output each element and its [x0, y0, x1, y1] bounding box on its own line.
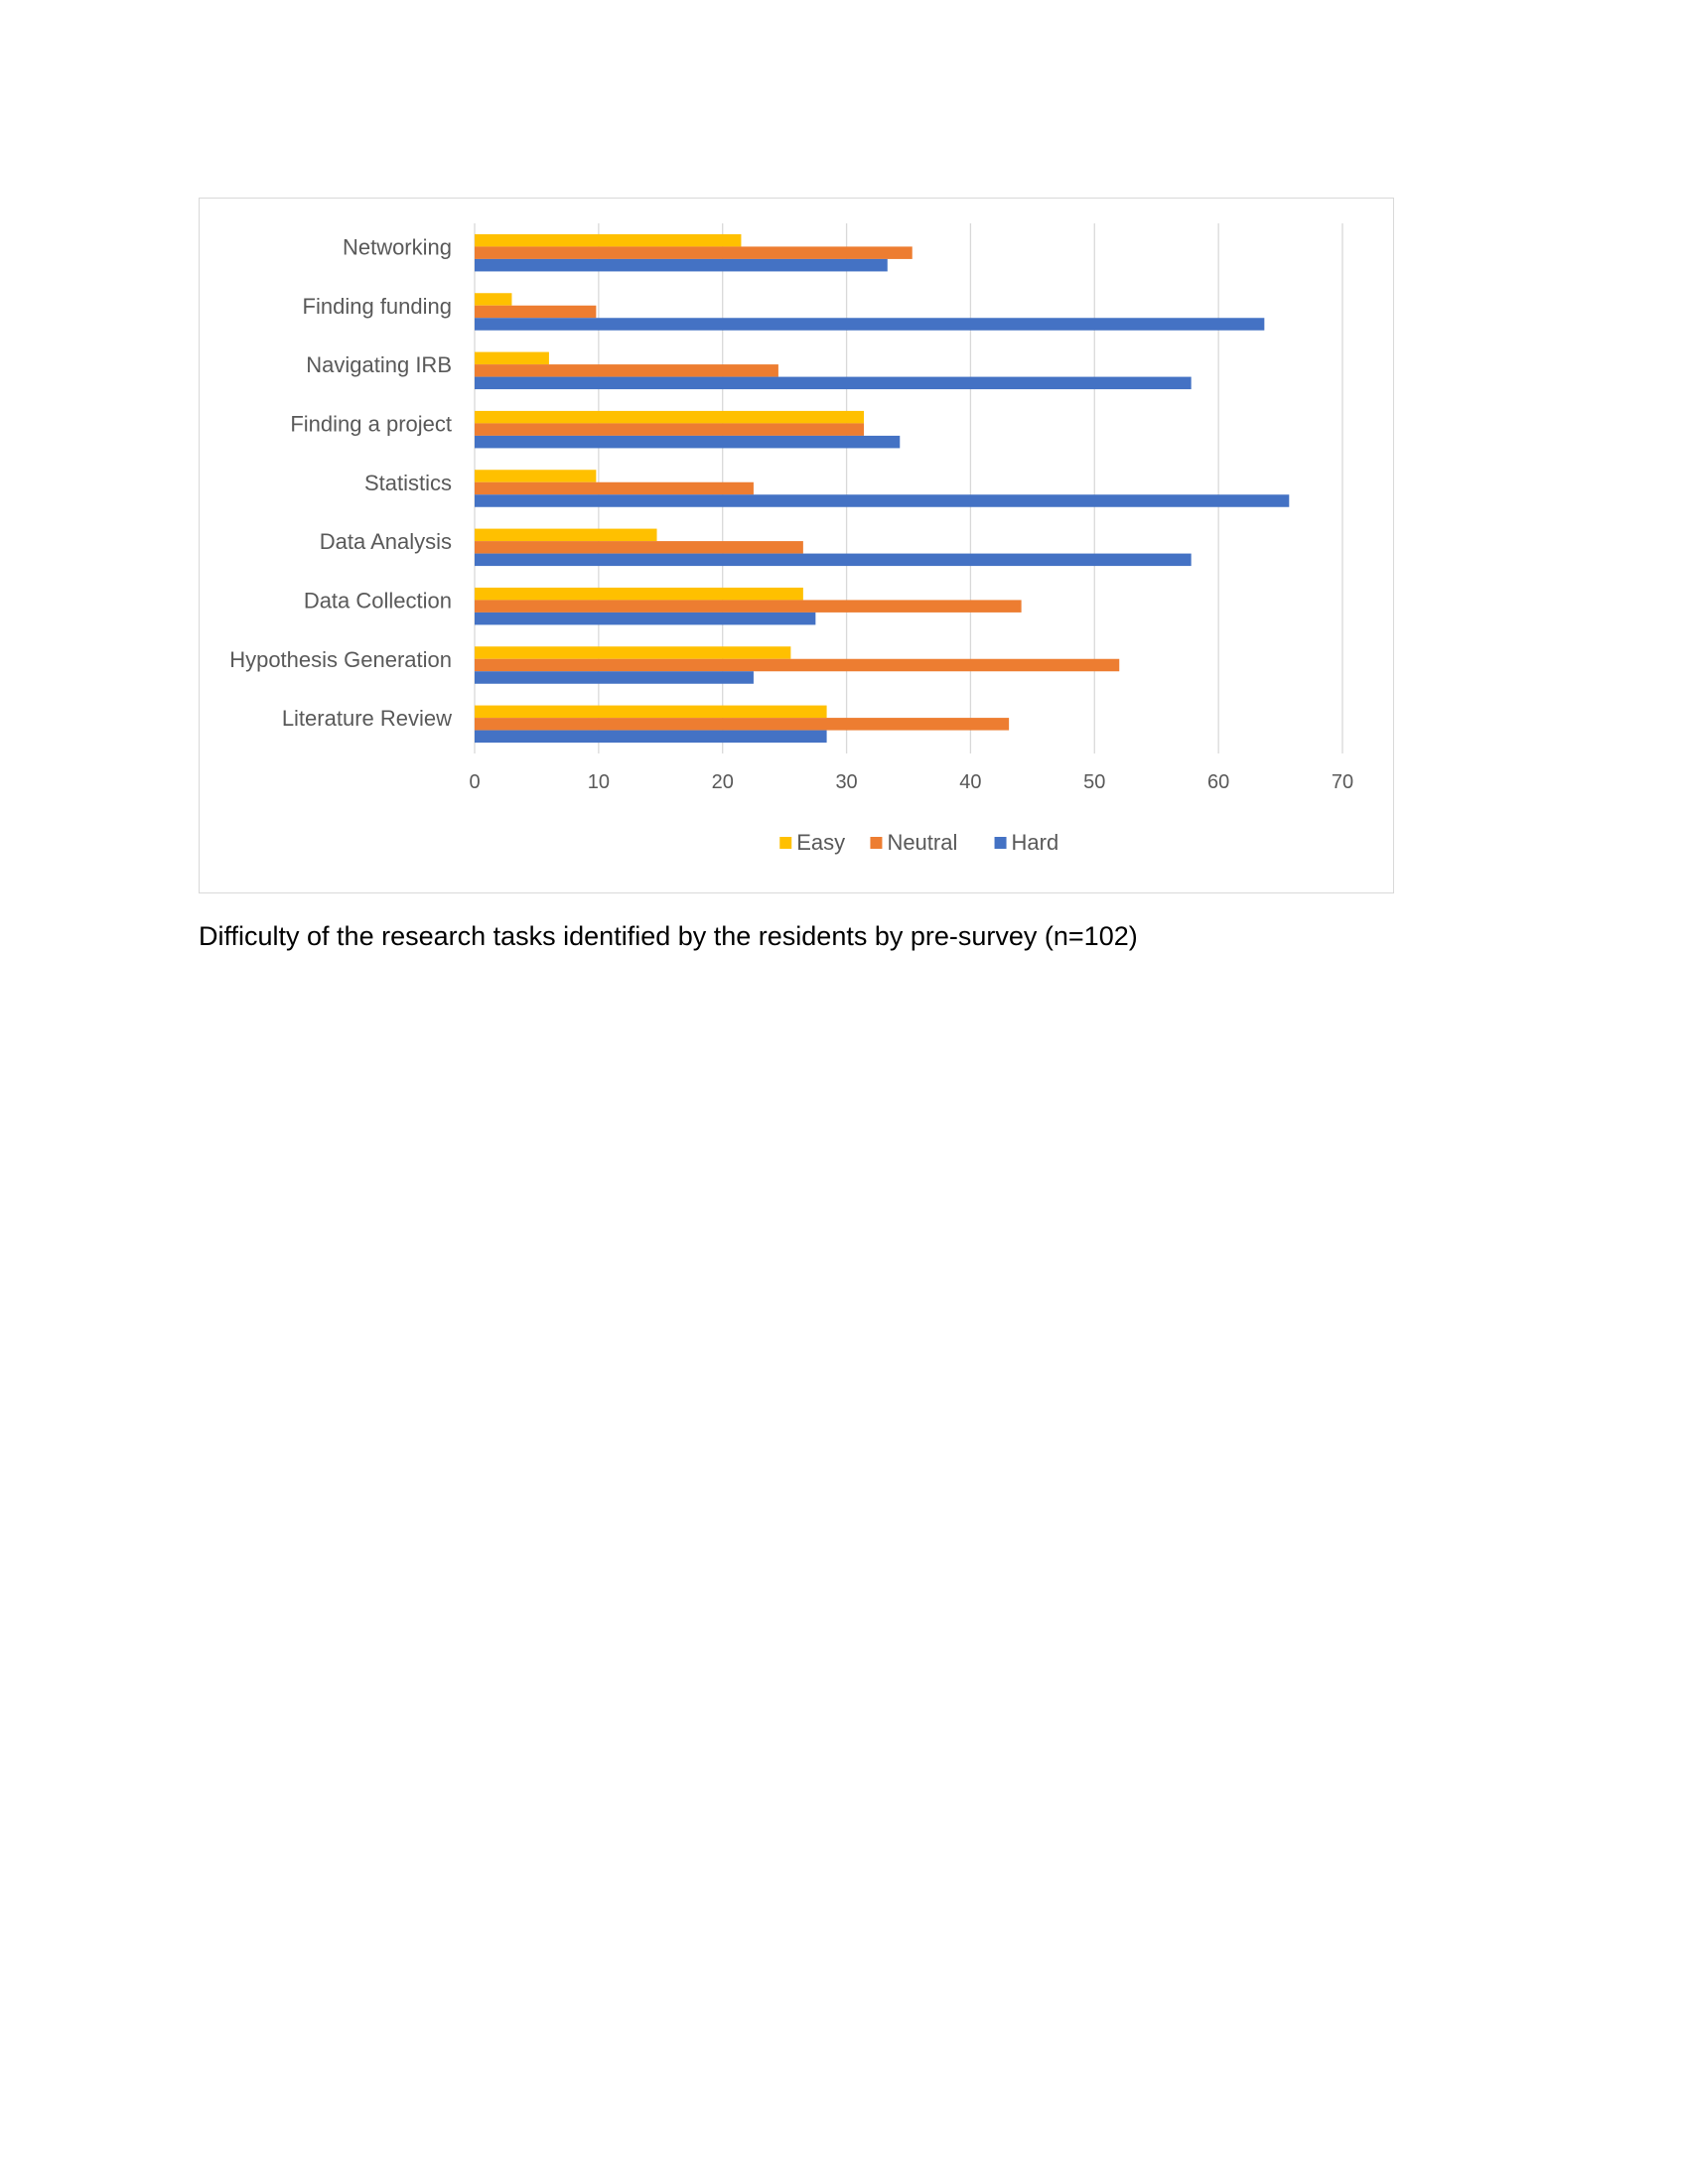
- bar-neutral: [475, 482, 754, 495]
- category-label: Networking: [342, 234, 452, 260]
- x-tick-label: 70: [1331, 771, 1354, 793]
- x-tick-label: 30: [835, 771, 858, 793]
- bar-hard: [475, 731, 827, 744]
- bar-hard: [475, 377, 1192, 390]
- bar-neutral: [475, 364, 778, 377]
- bar-neutral: [475, 423, 864, 436]
- bar-neutral: [475, 659, 1119, 672]
- legend-label-neutral: Neutral: [887, 829, 958, 855]
- bar-hard: [475, 259, 888, 272]
- category-label: Data Collection: [303, 588, 452, 614]
- bar-hard: [475, 494, 1289, 507]
- category-label: Literature Review: [281, 706, 452, 732]
- bar-hard: [475, 318, 1264, 331]
- category-label: Navigating IRB: [306, 352, 452, 378]
- figure-caption: Difficulty of the research tasks identified by the residents by pre-survey (n=102): [199, 921, 1138, 951]
- bar-hard: [475, 554, 1192, 567]
- legend-swatch-easy: [779, 837, 791, 849]
- bar-neutral: [475, 246, 913, 258]
- bar-chart: [200, 199, 1395, 894]
- bar-easy: [475, 470, 596, 482]
- x-tick-label: 10: [587, 771, 610, 793]
- x-tick-label: 60: [1207, 771, 1230, 793]
- x-tick-label: 50: [1083, 771, 1106, 793]
- legend-label-hard: Hard: [1011, 829, 1059, 855]
- bar-hard: [475, 436, 900, 449]
- legend-label-easy: Easy: [796, 829, 846, 855]
- bar-easy: [475, 706, 827, 719]
- category-label: Statistics: [363, 470, 452, 495]
- legend-swatch-hard: [995, 837, 1007, 849]
- category-label: Finding funding: [302, 293, 452, 319]
- category-label: Finding a project: [290, 411, 452, 437]
- category-label: Hypothesis Generation: [229, 646, 452, 672]
- bars: [475, 234, 1289, 743]
- chart-area: [199, 198, 1394, 893]
- bar-neutral: [475, 306, 596, 319]
- bar-easy: [475, 646, 790, 659]
- bar-easy: [475, 411, 864, 424]
- legend-swatch-neutral: [870, 837, 882, 849]
- x-axis-tick-labels: [469, 771, 1353, 793]
- x-tick-label: 20: [711, 771, 734, 793]
- category-labels: [229, 234, 452, 731]
- bar-neutral: [475, 541, 803, 554]
- bar-neutral: [475, 718, 1009, 731]
- bar-hard: [475, 613, 815, 625]
- bar-neutral: [475, 600, 1022, 613]
- bar-easy: [475, 352, 549, 365]
- x-tick-label: 0: [469, 771, 481, 793]
- legend: [779, 830, 1058, 855]
- category-label: Data Analysis: [319, 529, 452, 555]
- x-tick-label: 40: [959, 771, 982, 793]
- bar-easy: [475, 529, 657, 542]
- bar-easy: [475, 234, 741, 247]
- bar-hard: [475, 671, 754, 684]
- bar-easy: [475, 293, 511, 306]
- bar-easy: [475, 588, 803, 601]
